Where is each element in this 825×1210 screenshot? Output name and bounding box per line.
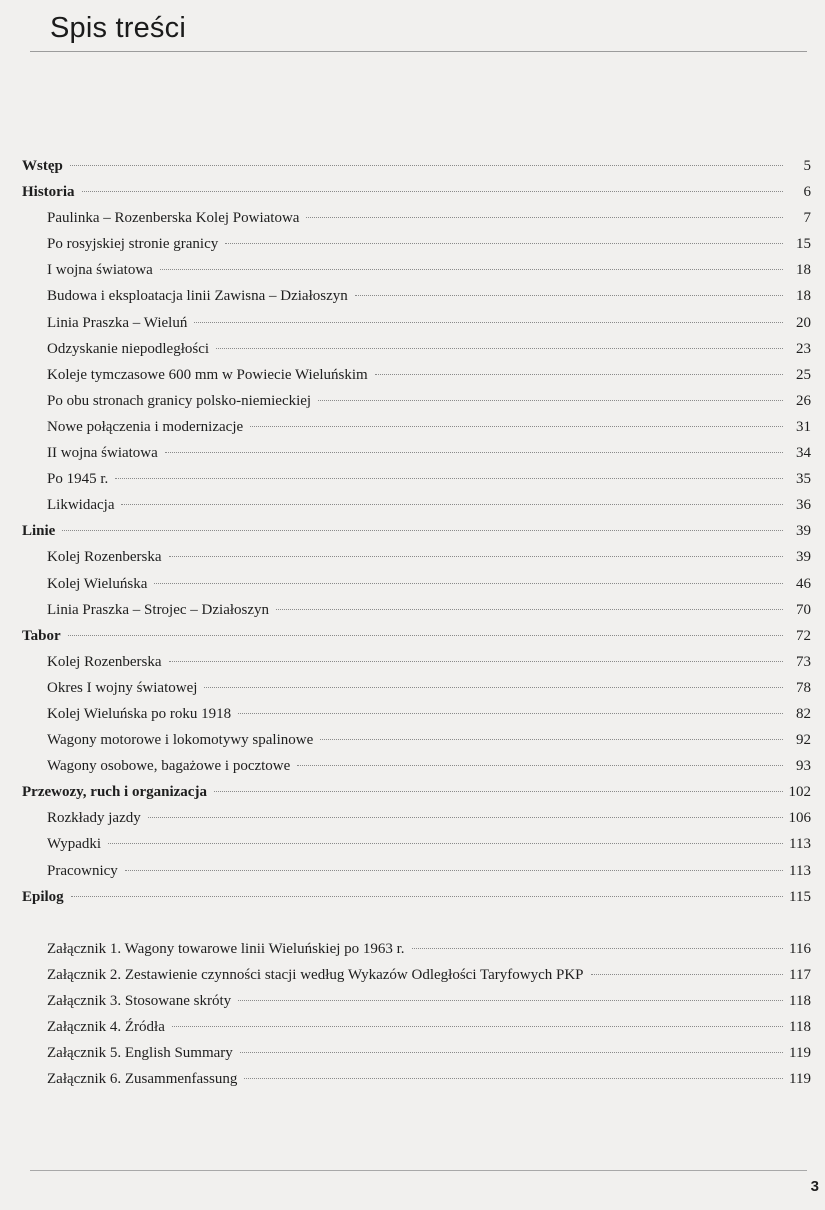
toc-entry-page: 5 bbox=[803, 158, 811, 174]
dot-leader bbox=[225, 243, 783, 244]
toc-entry-label: Po 1945 r. bbox=[47, 471, 109, 488]
page-number: 3 bbox=[810, 1178, 819, 1195]
toc-entry-page: 70 bbox=[796, 601, 811, 618]
toc-entry-page: 26 bbox=[796, 392, 811, 409]
toc-entry-label: Wypadki bbox=[47, 836, 102, 853]
toc-entry-label: Kolej Rozenberska bbox=[47, 653, 162, 670]
toc-entry bbox=[22, 414, 811, 440]
toc-entry bbox=[22, 362, 811, 388]
toc-entry-page: 39 bbox=[796, 549, 811, 566]
toc-entry-label: Likwidacja bbox=[47, 497, 115, 514]
toc-entry-label: Koleje tymczasowe 600 mm w Powiecie Wieluńskim bbox=[47, 366, 368, 383]
toc-entry bbox=[22, 831, 811, 857]
dot-leader bbox=[238, 1000, 783, 1001]
toc-chapter-entry bbox=[22, 779, 811, 805]
toc-entry bbox=[22, 310, 811, 336]
toc-entry-page: 34 bbox=[796, 445, 811, 462]
toc-entry-label: Epilog bbox=[22, 888, 64, 905]
toc-entry-label: Okres I wojny światowej bbox=[47, 679, 198, 696]
toc-entry-page: 118 bbox=[789, 1019, 811, 1035]
dot-leader bbox=[318, 400, 783, 401]
toc-entry-label: Kolej Wieluńska po roku 1918 bbox=[47, 705, 232, 722]
toc-entry-label: Nowe połączenia i modernizacje bbox=[47, 418, 244, 435]
toc-entry-label: Paulinka – Rozenberska Kolej Powiatowa bbox=[47, 210, 300, 227]
toc-entry-page: 35 bbox=[796, 471, 811, 488]
toc-chapter-entry bbox=[22, 179, 811, 205]
toc-entry-page: 73 bbox=[796, 653, 811, 670]
dot-leader bbox=[216, 348, 783, 349]
toc-main-section bbox=[22, 153, 811, 910]
dot-leader bbox=[204, 687, 783, 688]
toc-entry-page: 117 bbox=[789, 966, 811, 983]
toc-entry bbox=[22, 649, 811, 675]
dot-leader bbox=[355, 295, 783, 296]
toc-entry bbox=[22, 336, 811, 362]
toc-entry-page: 25 bbox=[796, 366, 811, 383]
toc-entry bbox=[22, 440, 811, 466]
toc-entry-label: Odzyskanie niepodległości bbox=[47, 340, 210, 357]
dot-leader bbox=[375, 374, 783, 375]
toc-entry-label: Załącznik 5. English Summary bbox=[47, 1045, 233, 1062]
toc-entry-label: Kolej Rozenberska bbox=[47, 549, 162, 566]
toc-chapter-entry bbox=[22, 623, 811, 649]
toc-entry-label: Wagony motorowe i lokomotywy spalinowe bbox=[47, 732, 314, 749]
dot-leader bbox=[165, 452, 783, 453]
toc-entry bbox=[22, 205, 811, 231]
toc-entry bbox=[22, 675, 811, 701]
toc-entry-label: Po rosyjskiej stronie granicy bbox=[47, 236, 219, 253]
toc-entry-label: Historia bbox=[22, 184, 75, 201]
toc-entry-page: 82 bbox=[796, 705, 811, 722]
toc-entry-page: 106 bbox=[788, 810, 811, 827]
toc-entry bbox=[22, 1040, 811, 1066]
dot-leader bbox=[214, 791, 783, 792]
toc-entry-page: 36 bbox=[796, 497, 811, 514]
dot-leader bbox=[320, 739, 783, 740]
dot-leader bbox=[125, 870, 783, 871]
toc-entry-page: 31 bbox=[796, 418, 811, 435]
dot-leader bbox=[240, 1052, 783, 1053]
toc-entry-label: Linia Praszka – Strojec – Działoszyn bbox=[47, 601, 270, 618]
toc-entry bbox=[22, 388, 811, 414]
dot-leader bbox=[115, 478, 783, 479]
toc-entry bbox=[22, 753, 811, 779]
toc-entry-label: Pracownicy bbox=[47, 862, 118, 879]
dot-leader bbox=[238, 713, 783, 714]
dot-leader bbox=[172, 1026, 783, 1027]
toc-entry bbox=[22, 858, 811, 884]
toc-entry-page: 102 bbox=[788, 784, 811, 801]
toc-entry-label: II wojna światowa bbox=[47, 445, 158, 462]
toc-entry-label: Wstęp bbox=[22, 158, 63, 174]
toc-chapter-entry bbox=[22, 153, 811, 179]
toc-entry-page: 18 bbox=[796, 262, 811, 279]
toc-entry bbox=[22, 805, 811, 831]
table-of-contents bbox=[22, 153, 811, 1092]
bottom-divider bbox=[30, 1170, 807, 1171]
toc-entry-label: Linie bbox=[22, 523, 56, 540]
toc-entry bbox=[22, 492, 811, 518]
dot-leader bbox=[194, 322, 783, 323]
dot-leader bbox=[250, 426, 783, 427]
dot-leader bbox=[70, 165, 783, 166]
dot-leader bbox=[169, 556, 783, 557]
dot-leader bbox=[160, 269, 783, 270]
dot-leader bbox=[68, 635, 783, 636]
toc-entry-page: 20 bbox=[796, 314, 811, 331]
toc-entry-label: Budowa i eksploatacja linii Zawisna – Działoszyn bbox=[47, 288, 348, 305]
toc-entry-label: Przewozy, ruch i organizacja bbox=[22, 784, 207, 801]
toc-entry-label: Wagony osobowe, bagażowe i pocztowe bbox=[47, 758, 291, 775]
toc-entry bbox=[22, 701, 811, 727]
toc-entry bbox=[22, 257, 811, 283]
toc-entry bbox=[22, 231, 811, 257]
toc-entry-page: 18 bbox=[796, 288, 811, 305]
dot-leader bbox=[148, 817, 783, 818]
toc-entry bbox=[22, 1066, 811, 1092]
toc-entry-page: 115 bbox=[789, 888, 811, 905]
section-gap bbox=[22, 910, 811, 936]
toc-entry-label: Załącznik 1. Wagony towarowe linii Wieluńskiej po 1963 r. bbox=[47, 940, 405, 957]
toc-entry-page: 116 bbox=[789, 940, 811, 957]
dot-leader bbox=[591, 974, 783, 975]
toc-entry-page: 118 bbox=[789, 992, 811, 1009]
toc-chapter-entry bbox=[22, 518, 811, 544]
toc-entry-page: 119 bbox=[789, 1071, 811, 1088]
toc-entry-label: Rozkłady jazdy bbox=[47, 810, 141, 827]
toc-entry bbox=[22, 466, 811, 492]
toc-entry bbox=[22, 988, 811, 1014]
toc-entry-label: Załącznik 3. Stosowane skróty bbox=[47, 992, 232, 1009]
dot-leader bbox=[82, 191, 784, 192]
toc-entry-label: Kolej Wieluńska bbox=[47, 575, 148, 592]
dot-leader bbox=[121, 504, 783, 505]
toc-entry-page: 113 bbox=[789, 862, 811, 879]
dot-leader bbox=[62, 530, 783, 531]
toc-entry-page: 7 bbox=[803, 210, 811, 227]
toc-entry-label: Załącznik 6. Zusammenfassung bbox=[47, 1071, 238, 1088]
toc-entry-label: Załącznik 2. Zestawienie czynności stacji według Wykazów Odległości Taryfowych PKP bbox=[47, 966, 584, 983]
toc-entry bbox=[22, 283, 811, 309]
toc-entry-page: 15 bbox=[796, 236, 811, 253]
toc-entry-label: Załącznik 4. Źródła bbox=[47, 1019, 165, 1035]
toc-entry bbox=[22, 597, 811, 623]
toc-entry-page: 113 bbox=[789, 836, 811, 853]
page-title: Spis treści bbox=[50, 12, 186, 44]
dot-leader bbox=[276, 609, 783, 610]
toc-entry-page: 92 bbox=[796, 732, 811, 749]
toc-entry-page: 23 bbox=[796, 340, 811, 357]
toc-entry-page: 119 bbox=[789, 1045, 811, 1062]
toc-entry bbox=[22, 544, 811, 570]
toc-entry-page: 72 bbox=[796, 627, 811, 644]
toc-entry-page: 39 bbox=[796, 523, 811, 540]
dot-leader bbox=[169, 661, 783, 662]
toc-entry bbox=[22, 1014, 811, 1040]
toc-entry-page: 46 bbox=[796, 575, 811, 592]
dot-leader bbox=[306, 217, 783, 218]
toc-entry-page: 78 bbox=[796, 679, 811, 696]
toc-entry bbox=[22, 962, 811, 988]
toc-entry-label: Linia Praszka – Wieluń bbox=[47, 314, 188, 331]
toc-entry bbox=[22, 727, 811, 753]
toc-appendix-section bbox=[22, 936, 811, 1093]
dot-leader bbox=[412, 948, 783, 949]
toc-entry-label: I wojna światowa bbox=[47, 262, 153, 279]
dot-leader bbox=[71, 896, 783, 897]
dot-leader bbox=[108, 843, 783, 844]
toc-entry-page: 6 bbox=[803, 184, 811, 201]
toc-entry bbox=[22, 571, 811, 597]
toc-entry-label: Tabor bbox=[22, 627, 61, 644]
dot-leader bbox=[244, 1078, 783, 1079]
top-divider bbox=[30, 51, 807, 52]
toc-entry bbox=[22, 936, 811, 962]
toc-chapter-entry bbox=[22, 884, 811, 910]
dot-leader bbox=[154, 583, 783, 584]
toc-entry-label: Po obu stronach granicy polsko-niemieckiej bbox=[47, 392, 312, 409]
toc-entry-page: 93 bbox=[796, 758, 811, 775]
dot-leader bbox=[297, 765, 783, 766]
